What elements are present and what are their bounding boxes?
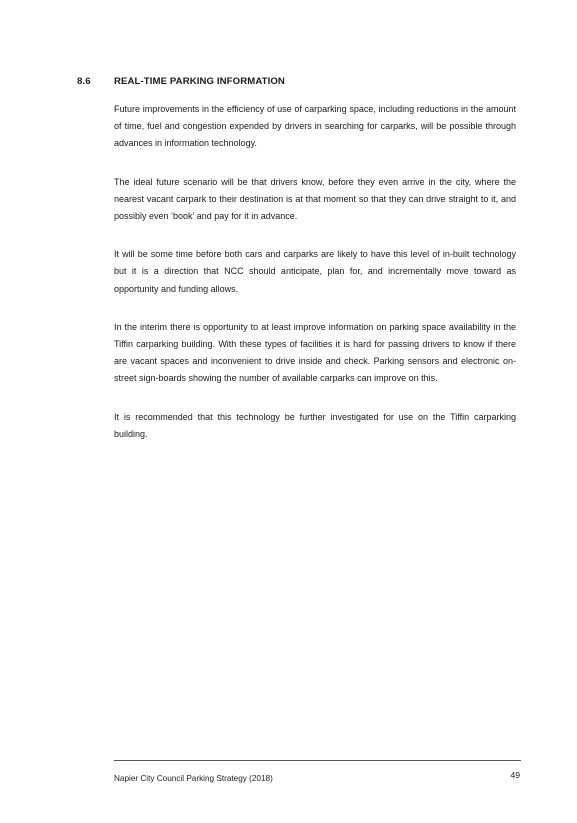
section-heading [77, 76, 285, 87]
footer-document-title: Napier City Council Parking Strategy (2018) [114, 774, 273, 783]
paragraph-timeframe: It will be some time before both cars and carparks are likely to have this level of in-built technology but it is a direction that NCC should anticipate, plan for, and incrementally move toward as opportunity and funding allows. [114, 249, 516, 294]
paragraph-intro: Future improvements in the efficiency of use of carparking space, including reductions in the amount of time, fuel and congestion expended by drivers in searching for carparks, will be possible through advances in information technology. [114, 104, 516, 149]
paragraph-interim: In the interim there is opportunity to at least improve information on parking space availability in the Tiffin carparking building. With these types of facilities it is hard for passing drivers to know if there are vacant spaces and inconvenient to drive inside and check. Parking sensors and electronic on-street sign-boards showing the number of available carparks can improve on this. [114, 321, 516, 384]
section-body [114, 101, 516, 464]
paragraph-recommendation: It is recommended that this technology be further investigated for use on the Tiffin carparking building. [114, 411, 516, 439]
section-number: 8.6 [77, 76, 91, 87]
footer-divider [114, 760, 521, 761]
section-title: REAL-TIME PARKING INFORMATION [114, 76, 285, 87]
page-number: 49 [510, 770, 520, 780]
paragraph-ideal-scenario: The ideal future scenario will be that drivers know, before they even arrive in the city, where the nearest vacant carpark to their destination is at that moment so that they can drive straight to it, and possibly even ‘book’ and pay for it in advance. [114, 176, 516, 222]
